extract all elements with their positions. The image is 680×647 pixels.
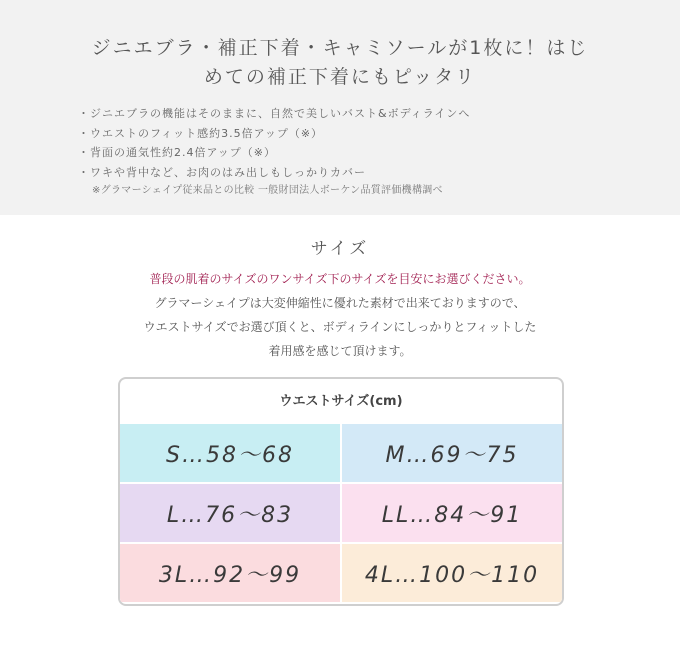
size-description-line: ウエストサイズでお選び頂くと、ボディラインにしっかりとフィットした: [143, 320, 537, 334]
size-description-line: 着用感を感じて頂けます。: [268, 344, 412, 358]
feature-item: ・ ウエストのフィット感約3.5倍アップ（※）: [78, 124, 638, 144]
size-highlight: 普段の肌着のサイズのワンサイズ下のサイズを目安にお選びください。: [149, 272, 531, 286]
size-cell-3l: 3L…92〜99: [120, 544, 340, 602]
size-cell-4l: 4L…100〜110: [342, 544, 562, 602]
intro-panel: [0, 0, 680, 215]
feature-item: ・ ジニエブラの機能はそのままに、自然で美しいバスト&ボディラインへ: [78, 104, 638, 124]
table-header: ウエストサイズ(cm): [279, 394, 403, 409]
size-cell-m: M…69〜75: [342, 424, 562, 482]
size-section-title: サイズ: [310, 239, 370, 259]
size-cell-s: S…58〜68: [120, 424, 340, 482]
headline: [60, 34, 620, 92]
footnote: ※グラマーシェイプ従来品との比較 一般財団法人ボーケン品質評価機構調べ: [92, 185, 443, 196]
size-cell-l: L…76〜83: [120, 484, 340, 542]
size-description-line: グラマーシェイプは大変伸縮性に優れた素材で出来ておりますので、: [154, 296, 526, 310]
size-cell-ll: LL…84〜91: [342, 484, 562, 542]
feature-item: ・ 背面の通気性約2.4倍アップ（※）: [78, 143, 638, 163]
headline-line-2: めての補正下着にもピッタリ: [203, 66, 477, 88]
waist-size-table: [118, 377, 564, 606]
feature-list: [78, 104, 638, 182]
headline-line-1: ジニエブラ・補正下着・キャミソールが1枚に！はじ: [91, 37, 589, 59]
size-grid: [120, 424, 562, 602]
feature-item: ・ ワキや背中など、お肉のはみ出しもしっかりカバー: [78, 163, 638, 183]
size-description: [0, 267, 680, 363]
